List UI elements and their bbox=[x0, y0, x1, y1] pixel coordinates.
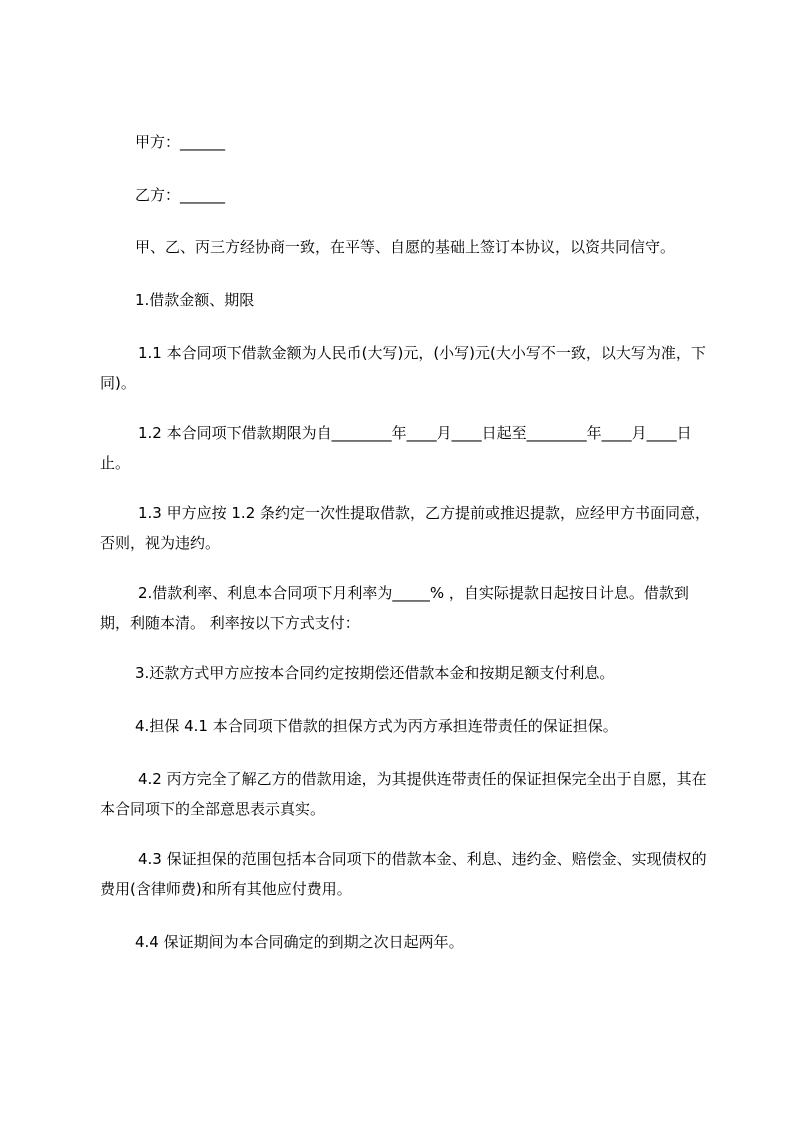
clause-1-3 bbox=[100, 498, 716, 558]
section-3-paragraph: 3.还款方式甲方应按本合同约定按期偿还借款本金和按期足额支付利息。 bbox=[135, 664, 615, 682]
clause-4-4: 4.4 保证期间为本合同确定的到期之次日起两年。 bbox=[135, 933, 464, 951]
clause-1-1-text: 1.1 本合同项下借款金额为人民币(大写)元，(小写)元(大小写不一致，以大写为准，下同)。 bbox=[100, 344, 706, 392]
clause-4-2 bbox=[100, 764, 716, 824]
clause-1-1 bbox=[100, 338, 716, 398]
section-2-text: 2.借款利率、利息本合同项下月利率为_____% ，自实际提款日起按日计息。借款到期，利随本清。 利率按以下方式支付： bbox=[100, 584, 689, 632]
clause-4-3-text: 4.3 保证担保的范围包括本合同项下的借款本金、利息、违约金、赔偿金、实现债权的费用(含律师费)和所有其他应付费用。 bbox=[100, 850, 707, 898]
clause-4-3 bbox=[100, 844, 716, 904]
party-a-line: 甲方：______ bbox=[135, 133, 226, 151]
clause-1-2 bbox=[100, 418, 716, 478]
section-1-heading: 1.借款金额、期限 bbox=[135, 291, 255, 309]
section-2-paragraph bbox=[100, 578, 716, 638]
clause-4-2-text: 4.2 丙方完全了解乙方的借款用途，为其提供连带责任的保证担保完全出于自愿，其在本合同项下的全部意思表示真实。 bbox=[100, 770, 707, 818]
clause-1-2-text: 1.2 本合同项下借款期限为自________年____月____日起至________年____月____日止。 bbox=[100, 424, 692, 472]
clause-1-3-text: 1.3 甲方应按 1.2 条约定一次性提取借款，乙方提前或推迟提款，应经甲方书面同意，否则，视为违约。 bbox=[100, 504, 711, 552]
preamble-paragraph: 甲、乙、丙三方经协商一致，在平等、自愿的基础上签订本协议，以资共同信守。 bbox=[135, 238, 676, 256]
party-b-line: 乙方：______ bbox=[135, 186, 226, 204]
section-4-1-paragraph: 4.担保 4.1 本合同项下借款的担保方式为丙方承担连带责任的保证担保。 bbox=[135, 717, 618, 735]
